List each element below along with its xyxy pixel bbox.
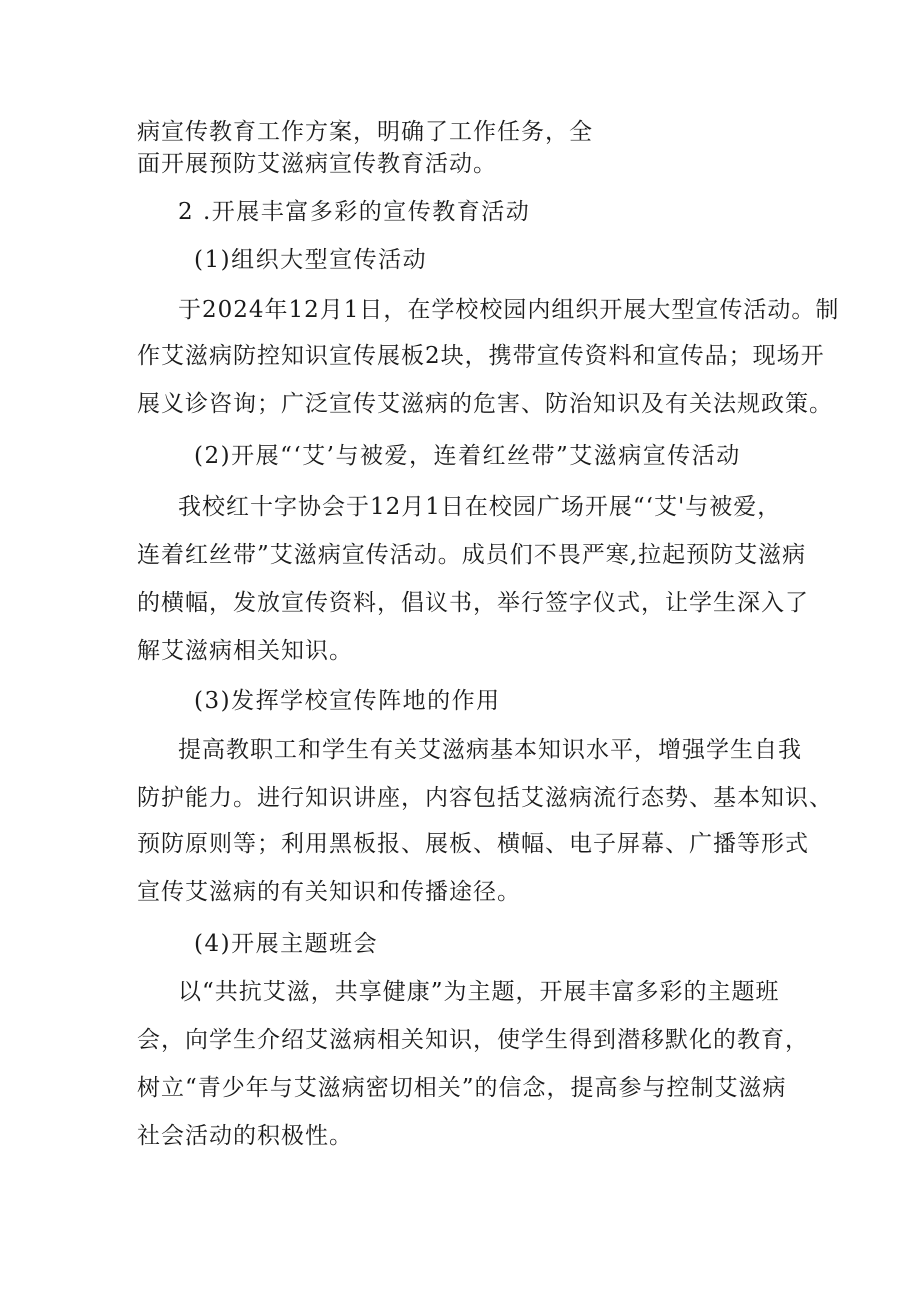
- item-4-line: 以“共抗艾滋，共享健康”为主题，开展丰富多彩的主题班: [178, 979, 780, 1005]
- item-heading-3: (3)发挥学校宣传阵地的作用: [194, 688, 501, 714]
- item-1-line: 作艾滋病防控知识宣传展板2块，携带宣传资料和宣传品；现场开: [137, 343, 825, 369]
- item-heading-1: (1)组织大型宣传活动: [194, 247, 428, 273]
- item-4-line: 会，向学生介绍艾滋病相关知识，使学生得到潜移默化的教育，: [137, 1027, 809, 1053]
- item-heading-2: (2)开展“‘艾’与被爱，连着红丝带”艾滋病宣传活动: [194, 443, 741, 469]
- item-2-line: 我校红十字协会于12月1日在校园广场开展“‘艾'与被爱，: [178, 494, 782, 520]
- intro-line: 面开展预防艾滋病宣传教育活动。: [137, 151, 497, 177]
- item-2-line: 的横幅，发放宣传资料，倡议书，举行签字仪式，让学生深入了: [137, 590, 809, 616]
- item-1-line: 于2024年12月1日，在学校校园内组织开展大型宣传活动。制: [178, 297, 840, 323]
- item-3-line: 宣传艾滋病的有关知识和传播途径。: [137, 879, 521, 905]
- item-4-line: 社会活动的积极性。: [137, 1123, 353, 1149]
- intro-line: 病宣传教育工作方案，明确了工作任务，全: [137, 119, 593, 145]
- item-heading-4: (4)开展主题班会: [194, 931, 379, 957]
- item-3-line: 预防原则等；利用黑板报、展板、横幅、电子屏幕、广播等形式: [137, 831, 809, 857]
- item-2-line: 解艾滋病相关知识。: [137, 638, 353, 664]
- item-3-line: 提高教职工和学生有关艾滋病基本知识水平，增强学生自我: [178, 737, 802, 763]
- item-1-line: 展义诊咨询；广泛宣传艾滋病的危害、防治知识及有关法规政策。: [137, 391, 833, 417]
- item-4-line: 树立“青少年与艾滋病密切相关”的信念，提高参与控制艾滋病: [137, 1075, 787, 1101]
- section-heading: 2 .开展丰富多彩的宣传教育活动: [178, 199, 531, 225]
- item-3-line: 防护能力。进行知识讲座，内容包括艾滋病流行态势、基本知识、: [137, 785, 833, 811]
- item-2-line: 连着红丝带”艾滋病宣传活动。成员们不畏严寒,拉起预防艾滋病: [137, 542, 807, 568]
